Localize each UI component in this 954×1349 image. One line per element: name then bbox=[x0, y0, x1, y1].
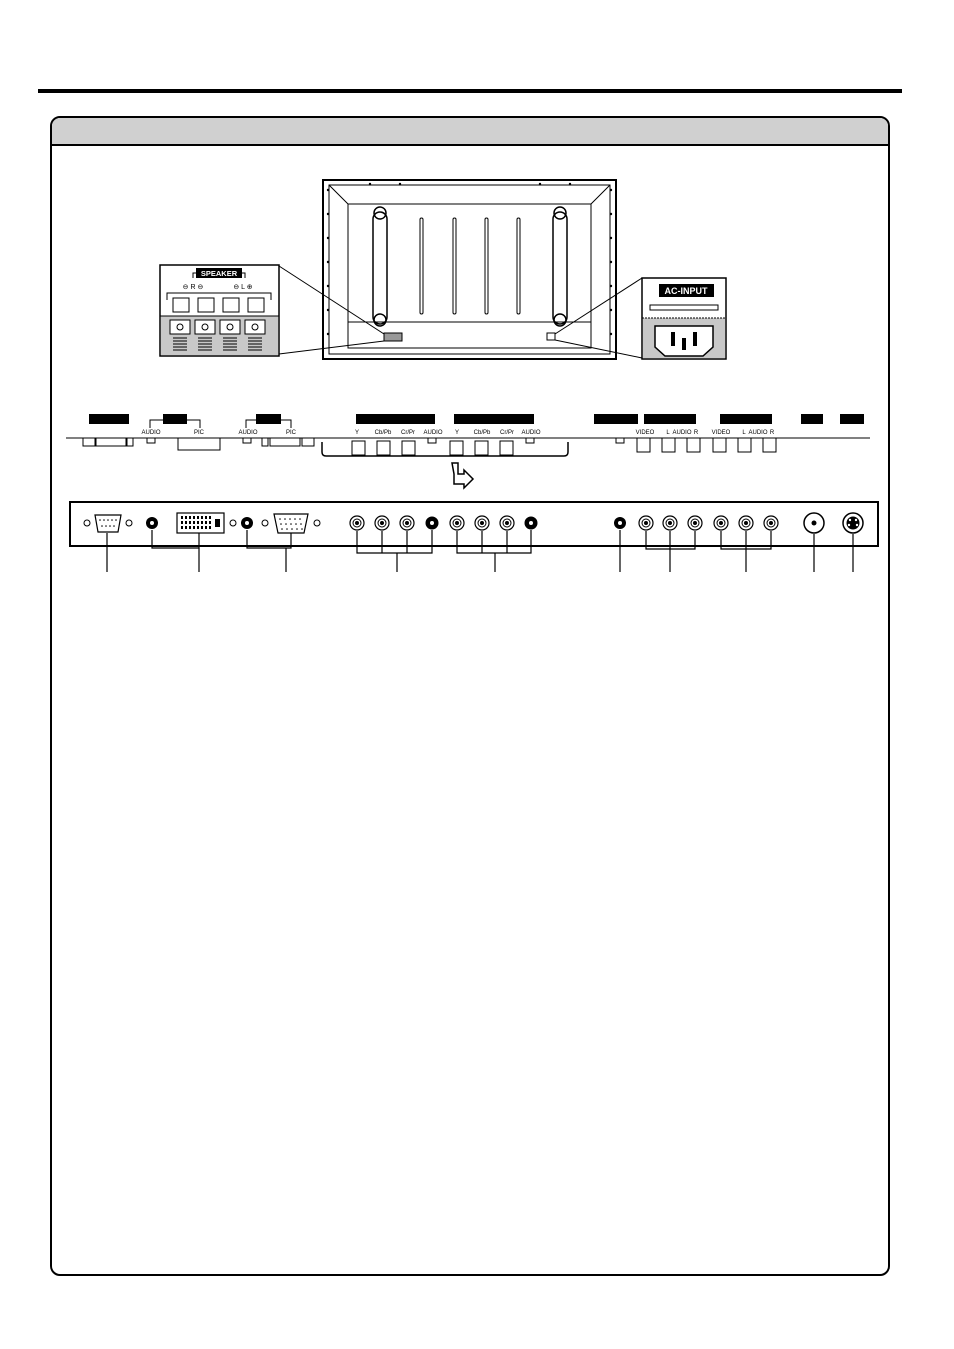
strip-r-1: R bbox=[693, 430, 699, 436]
speaker-inset bbox=[160, 265, 279, 356]
ac-input-label: AC-INPUT bbox=[664, 286, 708, 296]
speaker-polarity-right: ⊖ R ⊖ bbox=[182, 284, 204, 291]
strip-cr-1: Cr/Pr bbox=[401, 430, 415, 436]
dvi-audio-jack-icon bbox=[146, 517, 158, 529]
speaker-label: SPEAKER bbox=[200, 269, 238, 278]
strip-video-2: VIDEO bbox=[711, 430, 731, 436]
tv-rear-view bbox=[323, 180, 616, 359]
strip-audio-4: AUDIO bbox=[521, 430, 541, 436]
strip-video-1: VIDEO bbox=[635, 430, 655, 436]
strip-pic-1: PIC bbox=[193, 430, 205, 436]
speaker-polarity-left: ⊖ L ⊕ bbox=[233, 284, 253, 291]
terminal-label-strip bbox=[66, 414, 870, 456]
strip-audio-2: AUDIO bbox=[238, 430, 258, 436]
s-video-jack-icon bbox=[843, 513, 863, 533]
strip-y-1: Y bbox=[354, 430, 360, 436]
strip-r-2: R bbox=[769, 430, 775, 436]
strip-cr-2: Cr/Pr bbox=[500, 430, 514, 436]
strip-pic-2: PIC bbox=[285, 430, 297, 436]
zoom-arrow-icon bbox=[452, 463, 473, 488]
strip-l-1: L bbox=[666, 430, 670, 436]
strip-cb-2: Cb/Pb bbox=[473, 430, 491, 436]
audio-out-jack-icon bbox=[614, 517, 626, 529]
strip-audio-6: AUDIO bbox=[748, 430, 768, 436]
strip-audio-1: AUDIO bbox=[141, 430, 161, 436]
connector-panel bbox=[70, 502, 878, 546]
strip-audio-5: AUDIO bbox=[672, 430, 692, 436]
antenna-jack-icon bbox=[804, 513, 824, 533]
dvi-port-icon bbox=[177, 513, 224, 533]
strip-audio-3: AUDIO bbox=[423, 430, 443, 436]
av-2-jacks-icon bbox=[714, 516, 778, 530]
ac-input-inset bbox=[642, 278, 726, 359]
av-1-jacks-icon bbox=[639, 516, 702, 530]
strip-l-2: L bbox=[742, 430, 746, 436]
strip-y-2: Y bbox=[454, 430, 460, 436]
strip-cb-1: Cb/Pb bbox=[374, 430, 392, 436]
